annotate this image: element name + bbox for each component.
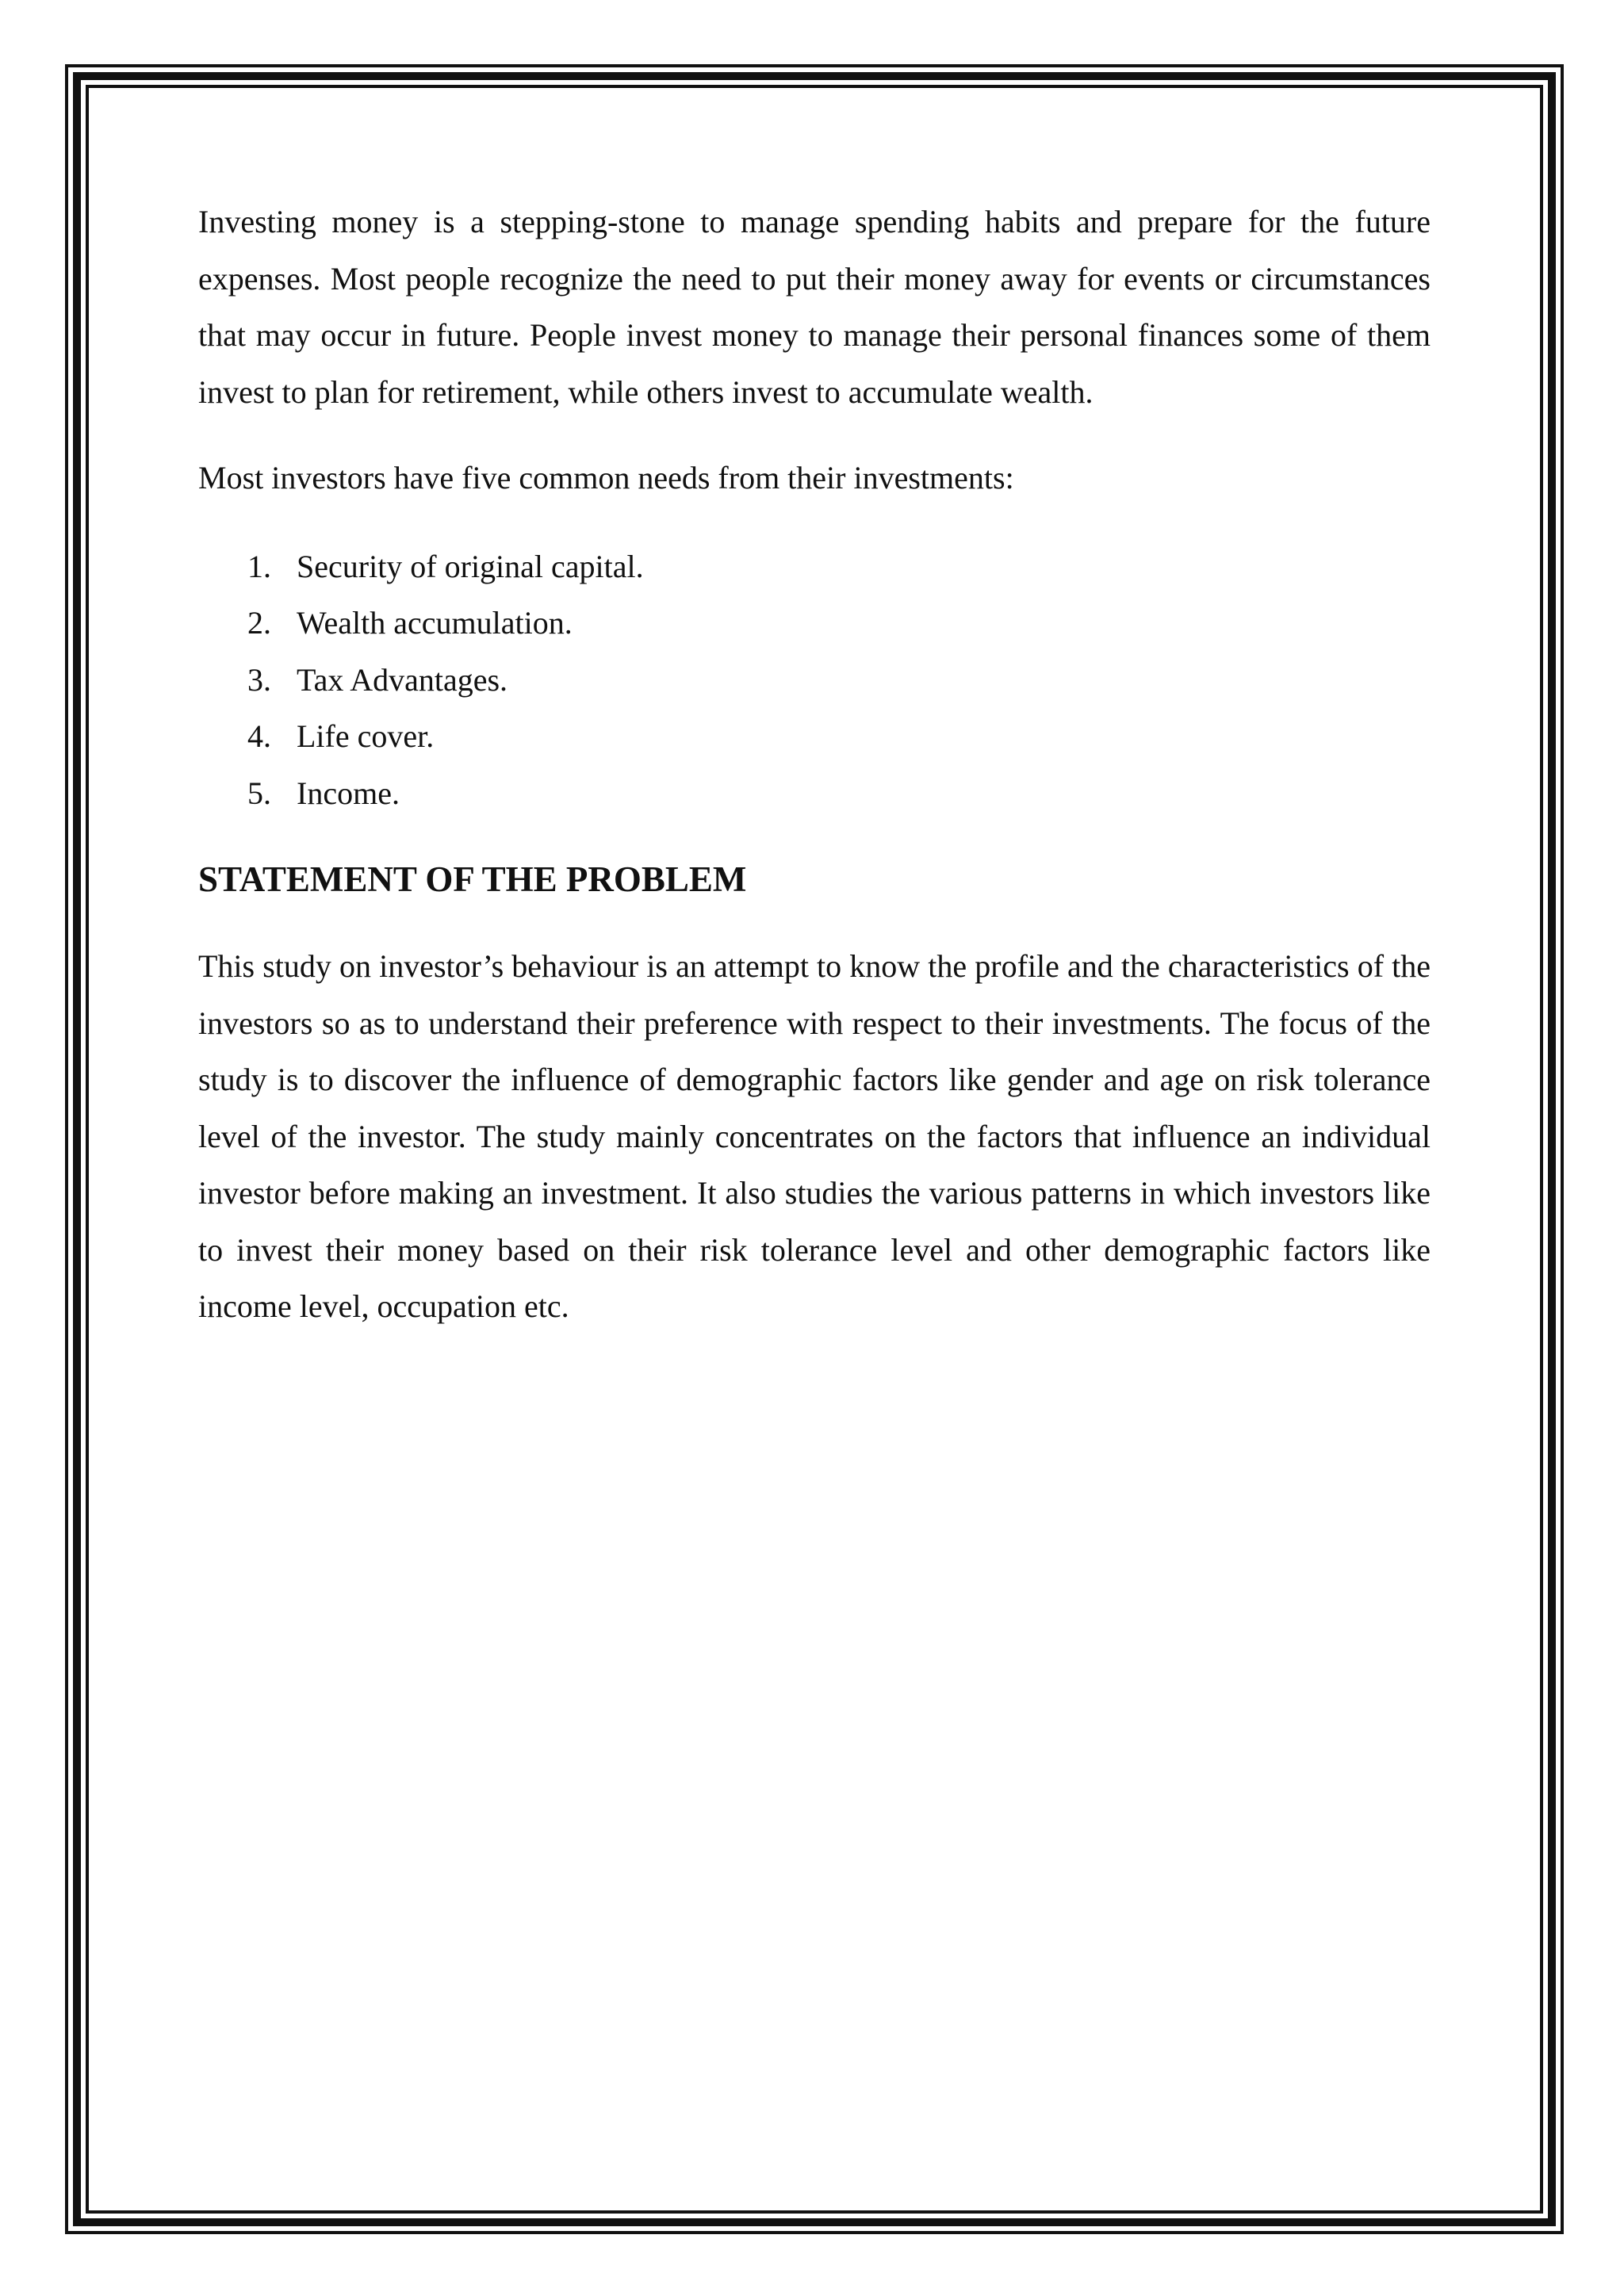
section-heading: STATEMENT OF THE PROBLEM — [198, 859, 747, 899]
list-item-text: Life cover. — [297, 718, 435, 754]
list-item-text: Wealth accumulation. — [297, 605, 573, 641]
list-item-text: Income. — [297, 775, 400, 811]
list-item-text: Tax Advantages. — [297, 661, 508, 698]
intro-paragraph: Investing money is a stepping-stone to manage spending habits and prepare for the future expenses. Most people recognize the need to put their money away for events or circumstances that may occur in future. People invest money to manage their personal finances some of them invest to plan for retirement, while others invest to accumulate wealth. — [198, 204, 1431, 410]
list-item-number: 4. — [247, 718, 271, 754]
investment-needs-list — [198, 538, 1431, 822]
list-item — [198, 595, 1431, 652]
list-item — [198, 652, 1431, 709]
list-item — [198, 538, 1431, 595]
page-content — [198, 193, 1431, 1335]
list-item-number: 3. — [247, 661, 271, 698]
problem-paragraph: This study on investor’s behaviour is an attempt to know the profile and the characteristics of the investors so as to understand their preference with respect to their investments. The focus of the study is to discover the influence of demographic factors like gender and age on risk tolerance level of the investor. The study mainly concentrates on the factors that influence an individual investor before making an investment. It also studies the various patterns in which investors like to invest their money based on their risk tolerance level and other demographic factors like income level, occupation etc. — [198, 948, 1431, 1324]
list-item — [198, 765, 1431, 822]
list-item-number: 5. — [247, 775, 271, 811]
list-item-number: 1. — [247, 548, 271, 584]
list-item-number: 2. — [247, 605, 271, 641]
list-item — [198, 708, 1431, 765]
list-item-text: Security of original capital. — [297, 548, 644, 584]
needs-intro-paragraph: Most investors have five common needs from their investments: — [198, 460, 1014, 496]
